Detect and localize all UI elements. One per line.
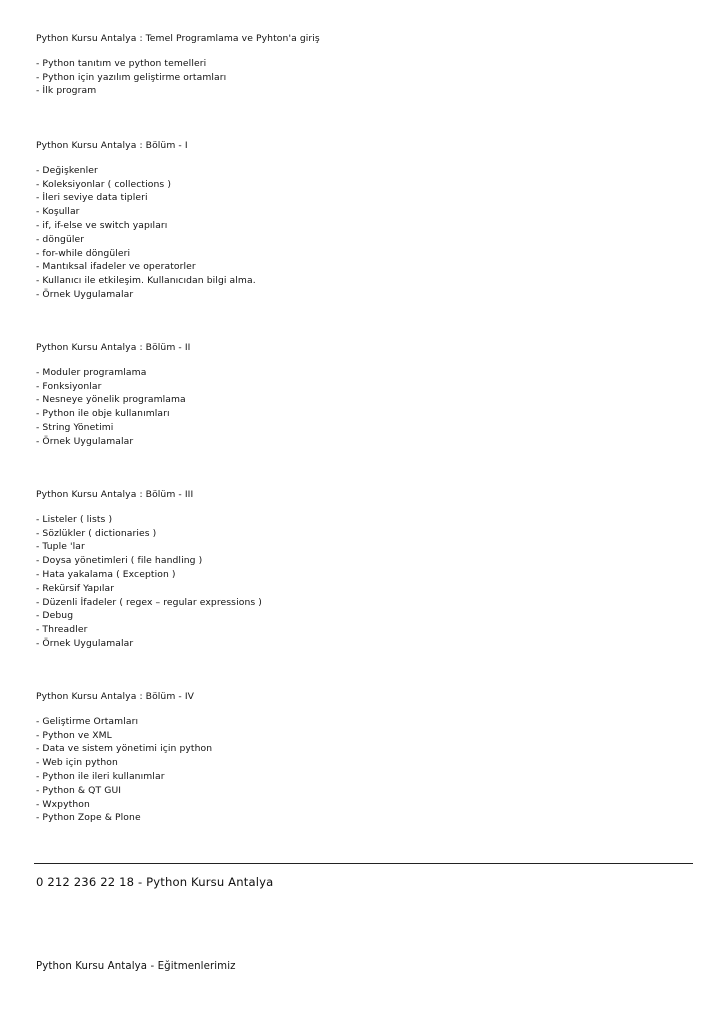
section-items [36, 513, 262, 651]
section-title: Python Kursu Antalya : Bölüm - I [36, 140, 188, 151]
section-title: Python Kursu Antalya : Temel Programlama ve Pyhton'a giriş [36, 33, 320, 44]
list-item: - Python ile obje kullanımları [36, 408, 170, 420]
list-item: - Python tanıtım ve python temelleri [36, 57, 207, 69]
list-item: - Koleksiyonlar ( collections ) [36, 178, 172, 190]
section-items [36, 366, 191, 449]
list-item: - Tuple 'lar [36, 541, 85, 553]
list-item: - İleri seviye data tipleri [36, 192, 148, 204]
list-item: - Örnek Uygulamalar [36, 637, 134, 649]
horizontal-divider [34, 863, 693, 864]
list-item: - Örnek Uygulamalar [36, 435, 134, 447]
list-item: - Listeler ( lists ) [36, 513, 113, 525]
list-item: - Rekürsif Yapılar [36, 582, 115, 594]
contact-phone-line: 0 212 236 22 18 - Python Kursu Antalya [36, 875, 274, 889]
list-item: - Mantıksal ifadeler ve operatorler [36, 261, 196, 273]
list-item: - Debug [36, 610, 74, 622]
list-item: - Python & QT GUI [36, 784, 122, 796]
list-item: - döngüler [36, 233, 85, 245]
list-item: - Kullanıcı ile etkileşim. Kullanıcıdan bilgi alma. [36, 275, 256, 287]
list-item: - for-while döngüleri [36, 247, 131, 259]
list-item: - Hata yakalama ( Exception ) [36, 568, 176, 580]
section-bolum-2 [36, 341, 191, 449]
list-item: - Geliştirme Ortamları [36, 715, 139, 727]
list-item: - Fonksiyonlar [36, 380, 102, 392]
section-items [36, 164, 256, 302]
list-item: - İlk program [36, 85, 97, 97]
instructors-link[interactable]: Python Kursu Antalya - Eğitmenlerimiz [36, 961, 236, 972]
list-item: - Web için python [36, 757, 118, 769]
list-item: - Threadler [36, 624, 88, 636]
list-item: - Koşullar [36, 206, 80, 218]
list-item: - if, if-else ve switch yapıları [36, 219, 168, 231]
section-bolum-1 [36, 139, 256, 302]
list-item: - Sözlükler ( dictionaries ) [36, 527, 157, 539]
list-item: - Örnek Uygulamalar [36, 288, 134, 300]
section-title: Python Kursu Antalya : Bölüm - II [36, 342, 191, 353]
list-item: - Nesneye yönelik programlama [36, 394, 186, 406]
section-bolum-4 [36, 690, 212, 825]
list-item: - Doysa yönetimleri ( file handling ) [36, 555, 203, 567]
list-item: - String Yönetimi [36, 421, 114, 433]
list-item: - Python Zope & Plone [36, 812, 141, 824]
section-title: Python Kursu Antalya : Bölüm - III [36, 489, 194, 500]
section-items [36, 715, 212, 825]
section-title: Python Kursu Antalya : Bölüm - IV [36, 691, 195, 702]
section-items [36, 57, 320, 98]
list-item: - Data ve sistem yönetimi için python [36, 743, 213, 755]
list-item: - Değişkenler [36, 164, 98, 176]
list-item: - Moduler programlama [36, 366, 147, 378]
list-item: - Python ve XML [36, 729, 112, 741]
list-item: - Python için yazılım geliştirme ortamları [36, 71, 227, 83]
list-item: - Düzenli İfadeler ( regex – regular expressions ) [36, 596, 262, 608]
list-item: - Python ile ileri kullanımlar [36, 770, 165, 782]
section-intro [36, 32, 320, 98]
list-item: - Wxpython [36, 798, 90, 810]
section-bolum-3 [36, 488, 262, 651]
